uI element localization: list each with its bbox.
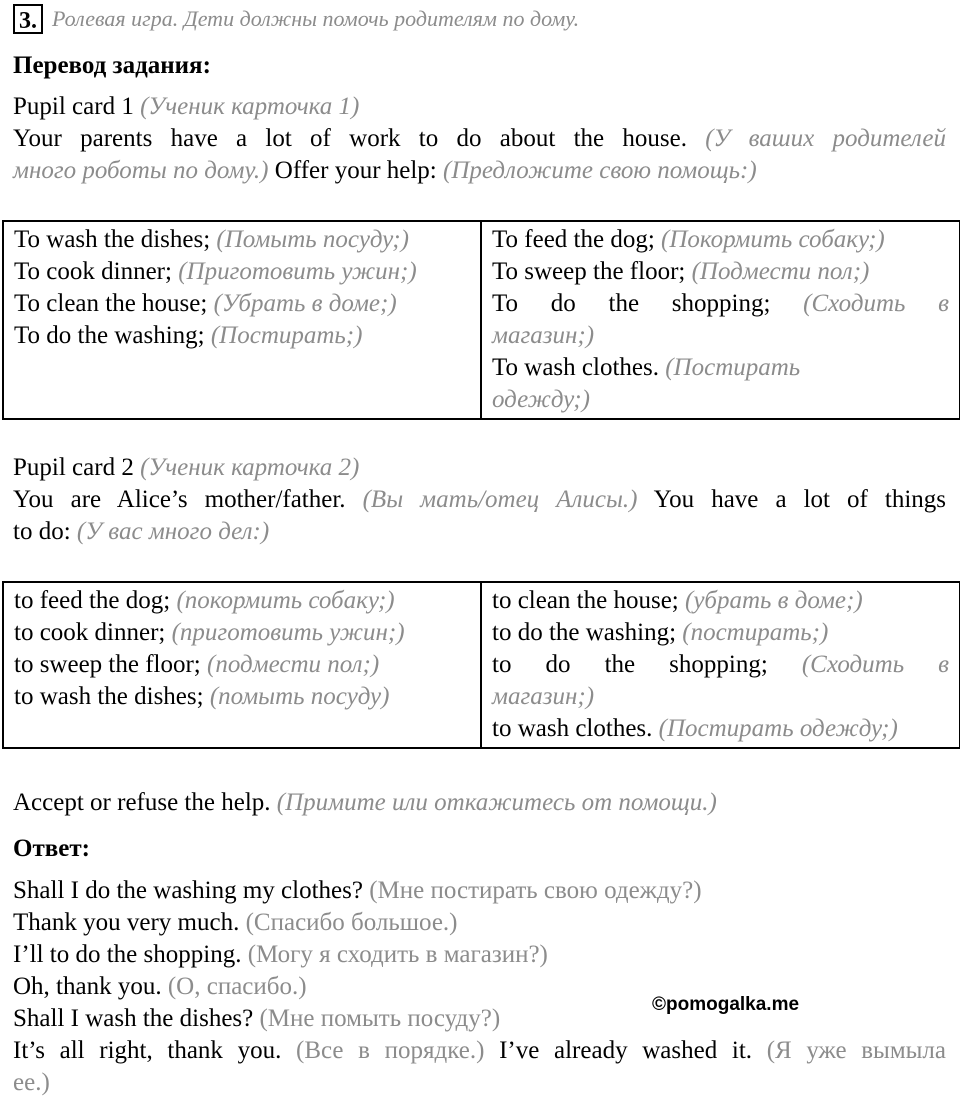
card1-line2-en: Offer your help: [274, 157, 437, 184]
accept-en: Accept or refuse the help. [13, 789, 271, 816]
list-item: To wash the dishes; (Помыть посуду;) [14, 226, 409, 253]
list-item: To clean the house; (Убрать в доме;) [14, 290, 397, 317]
task-number: 3. [13, 4, 43, 34]
card1-line1 [13, 123, 946, 155]
card2-line2-en: to do: [13, 518, 71, 545]
card2-line2-ru: (У вас много дел:) [76, 518, 270, 545]
answer-line-continuation: ее.) [13, 1069, 50, 1096]
card2-line1-ru: (Вы мать/отец Алисы.) [362, 486, 638, 513]
card2-left-cell [3, 582, 481, 748]
list-item: to clean the house; (убрать в доме;) [492, 587, 863, 614]
card2-title-ru: (Ученик карточка 2) [140, 454, 360, 481]
list-item: to sweep the floor; (подмести пол;) [14, 651, 380, 678]
list-item: To do the washing; (Постирать;) [14, 322, 363, 349]
list-item: to cook dinner; (приготовить ужин;) [14, 619, 405, 646]
answer-line: It’s all right, thank you. (Все в порядке.) I’ve already washed it. (Я уже вымыла [13, 1037, 947, 1064]
card1-title-ru: (Ученик карточка 1) [140, 93, 360, 120]
list-item-continuation: магазин;) [492, 322, 595, 349]
list-item: To feed the dog; (Покормить собаку;) [492, 226, 885, 253]
card1-line1-ru-a: (У ваших родителей [705, 125, 947, 152]
list-item: to wash the dishes; (помыть посуду) [14, 683, 390, 710]
card2-title: Pupil card 2 [13, 454, 134, 481]
list-item: To do the shopping; (Сходить в [492, 290, 949, 317]
accept-ru: (Примите или откажитесь от помощи.) [276, 789, 717, 816]
card2-right-cell [481, 582, 960, 748]
card2-line1 [13, 484, 946, 516]
list-item: to do the shopping; (Сходить в [492, 651, 949, 678]
answer-heading: Ответ: [13, 835, 90, 862]
list-item: to feed the dog; (покормить собаку;) [14, 587, 395, 614]
answer-line: I’ll to do the shopping. (Могу я сходить в магазин?) [13, 941, 548, 968]
card1-title-line [13, 91, 946, 123]
task-text: Ролевая игра. Дети должны помочь родителям по дому. [52, 6, 580, 31]
answer-line: Shall I wash the dishes? (Мне помыть посуду?) [13, 1005, 501, 1032]
card1-title: Pupil card 1 [13, 93, 134, 120]
accept-line [13, 787, 946, 819]
list-item: to do the washing; (постирать;) [492, 619, 829, 646]
answer-line: Oh, thank you. (О, спасибо.) [13, 973, 307, 1000]
card1-line1-ru-b: много роботы по дому.) [13, 157, 269, 184]
watermark: ©pomogalka.me [652, 994, 800, 1015]
list-item: To cook dinner; (Приготовить ужин;) [14, 258, 417, 285]
card2-line1-en2: You have a lot of things [653, 486, 947, 513]
answer-line: Thank you very much. (Спасибо большое.) [13, 909, 458, 936]
card2-line2 [13, 516, 946, 548]
list-item: To sweep the floor; (Подмести пол;) [492, 258, 870, 285]
list-item: to wash clothes. (Постирать одежду;) [492, 715, 898, 742]
answer-line: Shall I do the washing my clothes? (Мне постирать свою одежду?) [13, 877, 702, 904]
card1-table [2, 220, 960, 420]
card1-left-cell [3, 221, 481, 419]
card1-line1-en: Your parents have a lot of work to do about the house. [13, 125, 687, 152]
card1-right-cell [481, 221, 960, 419]
list-item-continuation: магазин;) [492, 683, 595, 710]
translation-heading: Перевод задания: [13, 52, 211, 79]
list-item-continuation: одежду;) [492, 386, 590, 413]
card2-table [2, 581, 960, 749]
card1-line2 [13, 155, 946, 187]
list-item: To wash clothes. (Постирать [492, 354, 801, 381]
card1-line2-ru: (Предложите свою помощь:) [443, 157, 757, 184]
card2-line1-en: You are Alice’s mother/father. [13, 486, 346, 513]
card2-title-line [13, 452, 946, 484]
